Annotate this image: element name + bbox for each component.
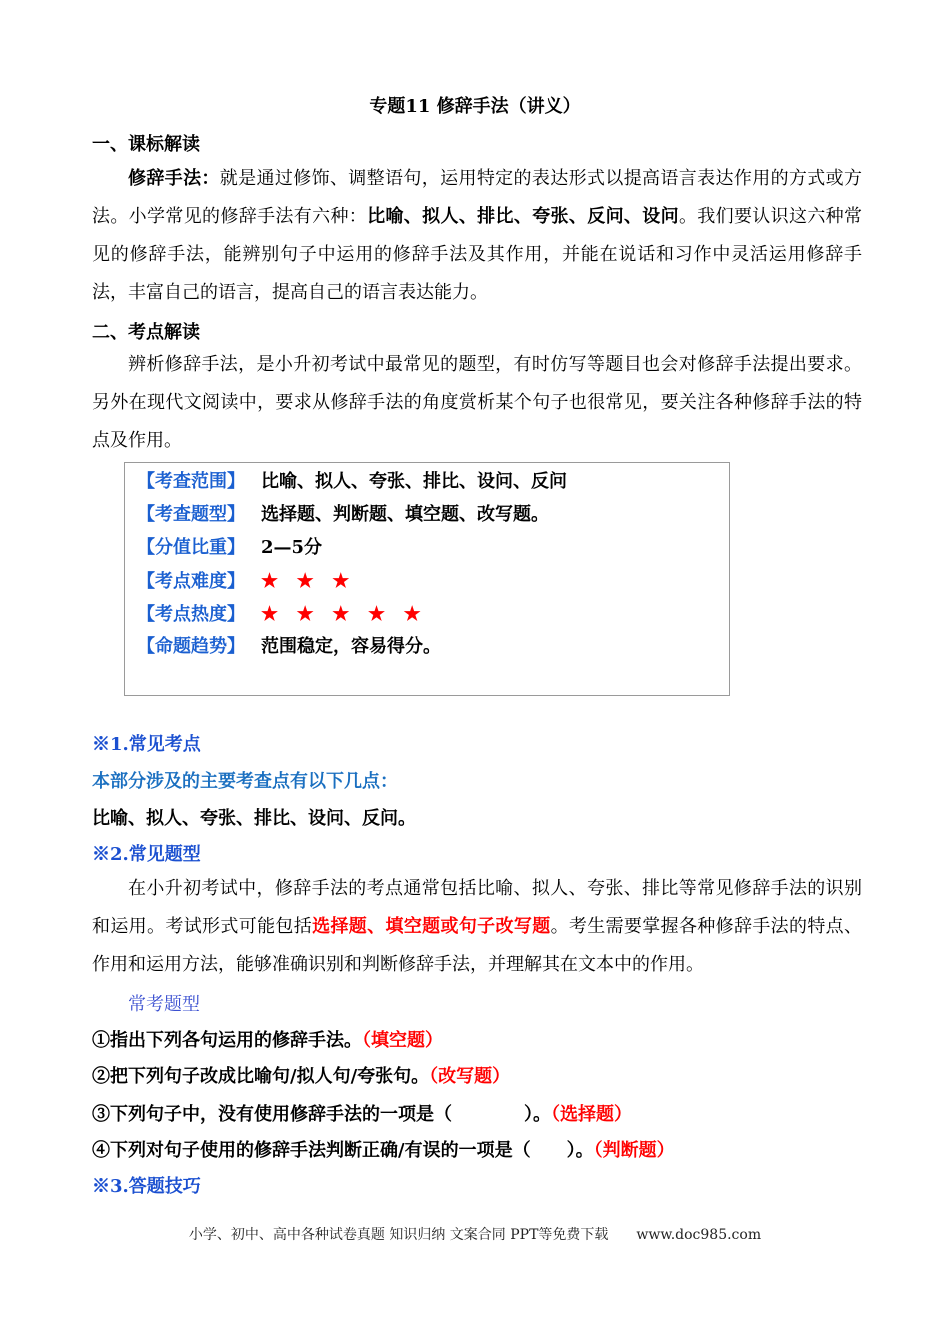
- box-label: 【考点难度】: [137, 571, 245, 592]
- box-row-score: [137, 533, 322, 563]
- box-label: 【考点热度】: [137, 604, 245, 625]
- question-item: [92, 1136, 675, 1162]
- term-label: 修辞手法：: [128, 168, 220, 189]
- box-row-scope: [137, 467, 567, 497]
- section2-heading: 二、考点解读: [92, 322, 200, 343]
- part2-heading: ※2.常见题型: [92, 844, 201, 865]
- question-item: [92, 1062, 510, 1088]
- question-tag: （判断题）: [593, 1140, 675, 1161]
- question-item: [92, 1100, 632, 1126]
- question-tag: （填空题）: [362, 1030, 443, 1051]
- part2-text-b: 。考生需要掌握各种修辞手法的特点、作用和运用方法，能够准确识别和判断修辞手法，并理解其在文本中的作用。: [92, 916, 863, 975]
- page-title: 专题11 修辞手法（讲义）: [369, 96, 581, 117]
- box-value: 选择题、判断题、填空题、改写题。: [261, 504, 549, 525]
- question-text: ③下列句子中，没有使用修辞手法的一项是（ ）。: [92, 1104, 551, 1125]
- box-row-trend: [137, 632, 441, 662]
- star-icon: ★ ★ ★: [261, 570, 356, 592]
- box-row-difficulty: [137, 566, 355, 596]
- question-tag: （改写题）: [429, 1066, 511, 1087]
- part2-text-a: 在小升初考试中，修辞手法的考点通常包括比喻、拟人、夸张、排比等常见修辞手法的识别和运用。考试形式可能包括: [92, 878, 862, 937]
- part3-heading: ※3.答题技巧: [92, 1176, 201, 1197]
- box-value: 2—5分: [261, 537, 323, 558]
- question-text: ④下列对句子使用的修辞手法判断正确/有误的一项是（ ）。: [92, 1140, 594, 1161]
- section1-paragraph: [92, 160, 862, 312]
- part1-points: 比喻、拟人、夸张、排比、设问、反问。: [92, 808, 416, 829]
- section1-text-b: 。我们要认识这六种常见的修辞手法，能辨别句子中运用的修辞手法及其作用，并能在说话和习作中灵活运用修辞手法，丰富自己的语言，提高自己的语言表达能力。: [92, 206, 863, 303]
- box-label: 【考查范围】: [137, 471, 245, 492]
- exam-forms-highlight: 选择题、填空题或句子改写题: [312, 916, 551, 937]
- section1-heading: 一、课标解读: [92, 134, 200, 155]
- six-techniques: 比喻、拟人、排比、夸张、反问、设问: [367, 206, 679, 227]
- page-footer: 小学、初中、高中各种试卷真题 知识归纳 文案合同 PPT等免费下载 www.doc985.com: [188, 1227, 762, 1243]
- section2-paragraph: 辨析修辞手法，是小升初考试中最常见的题型，有时仿写等题目也会对修辞手法提出要求。另外在现代文阅读中，要求从修辞手法的角度赏析某个句子也很常见，要关注各种修辞手法的特点及作用。: [92, 354, 862, 451]
- part1-heading: ※1.常见考点: [92, 734, 201, 755]
- box-value: 比喻、拟人、夸张、排比、设问、反问: [261, 471, 567, 492]
- types-heading: 常考题型: [128, 994, 200, 1015]
- question-text: ①指出下列各句运用的修辞手法。: [92, 1030, 362, 1051]
- exam-info-box: [124, 462, 730, 696]
- part1-subheading: 本部分涉及的主要考查点有以下几点：: [92, 771, 398, 792]
- box-label: 【考查题型】: [137, 504, 245, 525]
- box-label: 【分值比重】: [137, 537, 245, 558]
- box-row-popularity: [137, 599, 427, 629]
- box-label: 【命题趋势】: [137, 636, 245, 657]
- section1-text-a: 就是通过修饰、调整语句，运用特定的表达形式以提高语言表达作用的方式或方法。小学常见的修辞手法有六种：: [92, 168, 862, 227]
- star-icon: ★ ★ ★ ★ ★: [261, 603, 427, 625]
- question-tag: （选择题）: [551, 1104, 632, 1125]
- part2-paragraph: [92, 870, 862, 984]
- question-text: ②把下列句子改成比喻句/拟人句/夸张句。: [92, 1066, 430, 1087]
- box-value: 范围稳定，容易得分。: [261, 636, 441, 657]
- box-row-types: [137, 500, 549, 530]
- question-item: [92, 1026, 443, 1052]
